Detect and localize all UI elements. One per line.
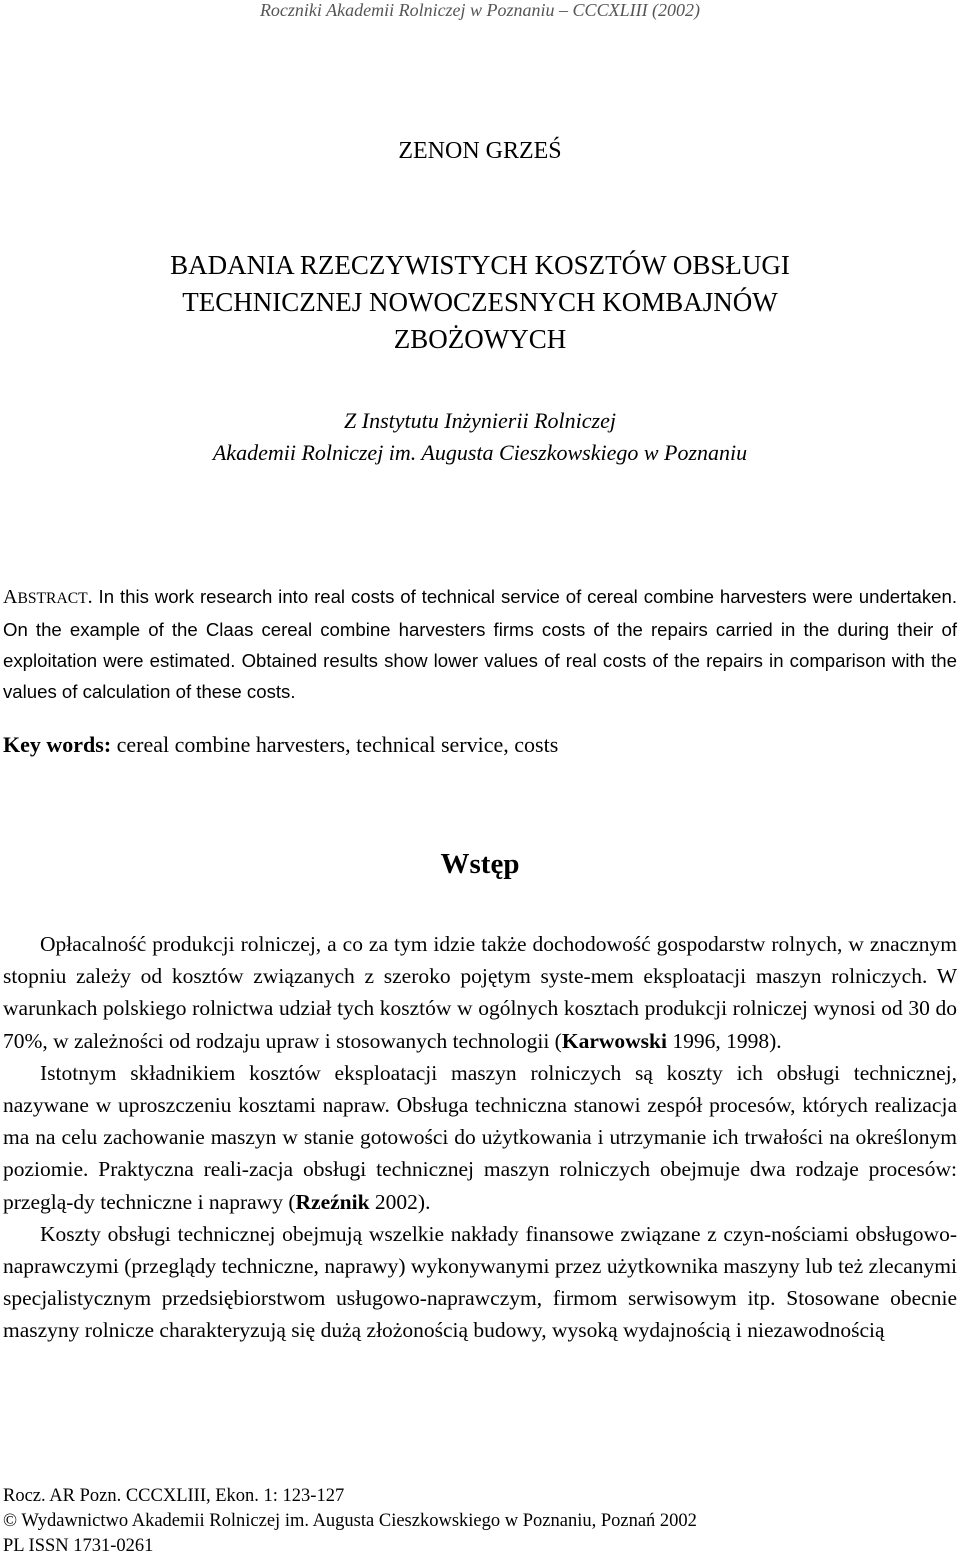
abstract-label-rest: BSTRACT — [17, 590, 88, 607]
abstract — [3, 581, 957, 707]
body-text — [3, 928, 957, 1347]
paragraph-3: Koszty obsługi technicznej obejmują wszelkie nakłady finansowe związane z czyn-nościami obsługowo-naprawczymi (przeglądy techniczne, naprawy) wykonywanymi przez użytkownika maszyny lub też zlecanymi specjalistycznym przedsiębiorstwom usługowo-naprawczym, firmom serwisowym itp. Stosowane obecnie maszyny rolnicze charakteryzują się dużą złożonością budowy, wysoką wydajnością i niezawodnością — [3, 1221, 957, 1343]
paper-title — [0, 247, 960, 358]
title-line-3: ZBOŻOWYCH — [393, 324, 567, 354]
running-head: Roczniki Akademii Rolniczej w Poznaniu – CCCXLIII (2002) — [259, 0, 701, 20]
footer-copyright: © Wydawnictwo Akademii Rolniczej im. Augusta Cieszkowskiego w Poznaniu, Poznań 2002 — [3, 1511, 697, 1531]
citation-rzeznik: Rzeźnik — [295, 1189, 370, 1214]
abstract-label: ABSTRACT. — [3, 586, 93, 608]
keywords-text: cereal combine harvesters, technical service, costs — [116, 732, 559, 757]
author-name: ZENON GRZEŚ — [398, 138, 562, 164]
affiliation-line-2: Akademii Rolniczej im. Augusta Cieszkowskiego w Poznaniu — [212, 440, 748, 465]
section-heading: Wstęp — [440, 848, 520, 880]
affiliation — [0, 405, 960, 469]
abstract-label-initial: A — [3, 586, 18, 608]
paragraph-2-end: 2002). — [369, 1189, 431, 1214]
footer-citation: Rocz. AR Pozn. CCCXLIII, Ekon. 1: 123-127 — [3, 1486, 345, 1506]
abstract-text: In this work research into real costs of technical service of cereal combine harvesters were undertaken. On the example of the Claas cereal combine harvesters firms costs of the repairs carried in the during their of exploitation were estimated. Obtained results show lower values of real costs of the repairs in comparison with the values of calculation of these costs. — [3, 586, 957, 702]
title-line-1: BADANIA RZECZYWISTYCH KOSZTÓW OBSŁUGI — [170, 250, 790, 280]
paragraph-1-end: 1996, 1998). — [666, 1028, 782, 1053]
affiliation-line-1: Z Instytutu Inżynierii Rolniczej — [344, 408, 616, 433]
keywords-label: Key words: — [3, 732, 112, 757]
keywords — [3, 732, 957, 758]
title-line-2: TECHNICZNEJ NOWOCZESNYCH KOMBAJNÓW — [182, 287, 778, 317]
paragraph-2 — [3, 1057, 957, 1218]
paragraph-2-text: Istotnym składnikiem kosztów eksploatacji maszyn rolniczych są koszty ich obsługi technicznej, nazywane w uproszczeniu kosztami napraw. Obsługa techniczna stanowi zespół procesów, których realizacja ma na celu zachowanie maszyn w stanie gotowości do użytkowania i utrzymanie ich trwałości na określonym poziomie. Praktyczna reali-zacja obsługi technicznej maszyn rolniczych obejmuje dwa rodzaje procesów: przeglą-dy techniczne i naprawy ( — [3, 1060, 957, 1214]
footer-issn: PL ISSN 1731-0261 — [3, 1536, 154, 1556]
paragraph-1 — [3, 928, 957, 1057]
citation-karwowski: Karwowski — [561, 1028, 667, 1053]
page-footer — [3, 1484, 957, 1559]
paragraph-1-text: Opłacalność produkcji rolniczej, a co za tym idzie także dochodowość gospodarstw rolnych, w znacznym stopniu zależy od kosztów związanych z szeroko pojętym syste-mem eksploatacji maszyn rolniczych. W warunkach polskiego rolnictwa udział tych kosztów w ogólnych kosztach produkcji rolniczej wynosi od 30 do 70%, w zależności od rodzaju upraw i stosowanych technologii ( — [3, 932, 957, 1053]
